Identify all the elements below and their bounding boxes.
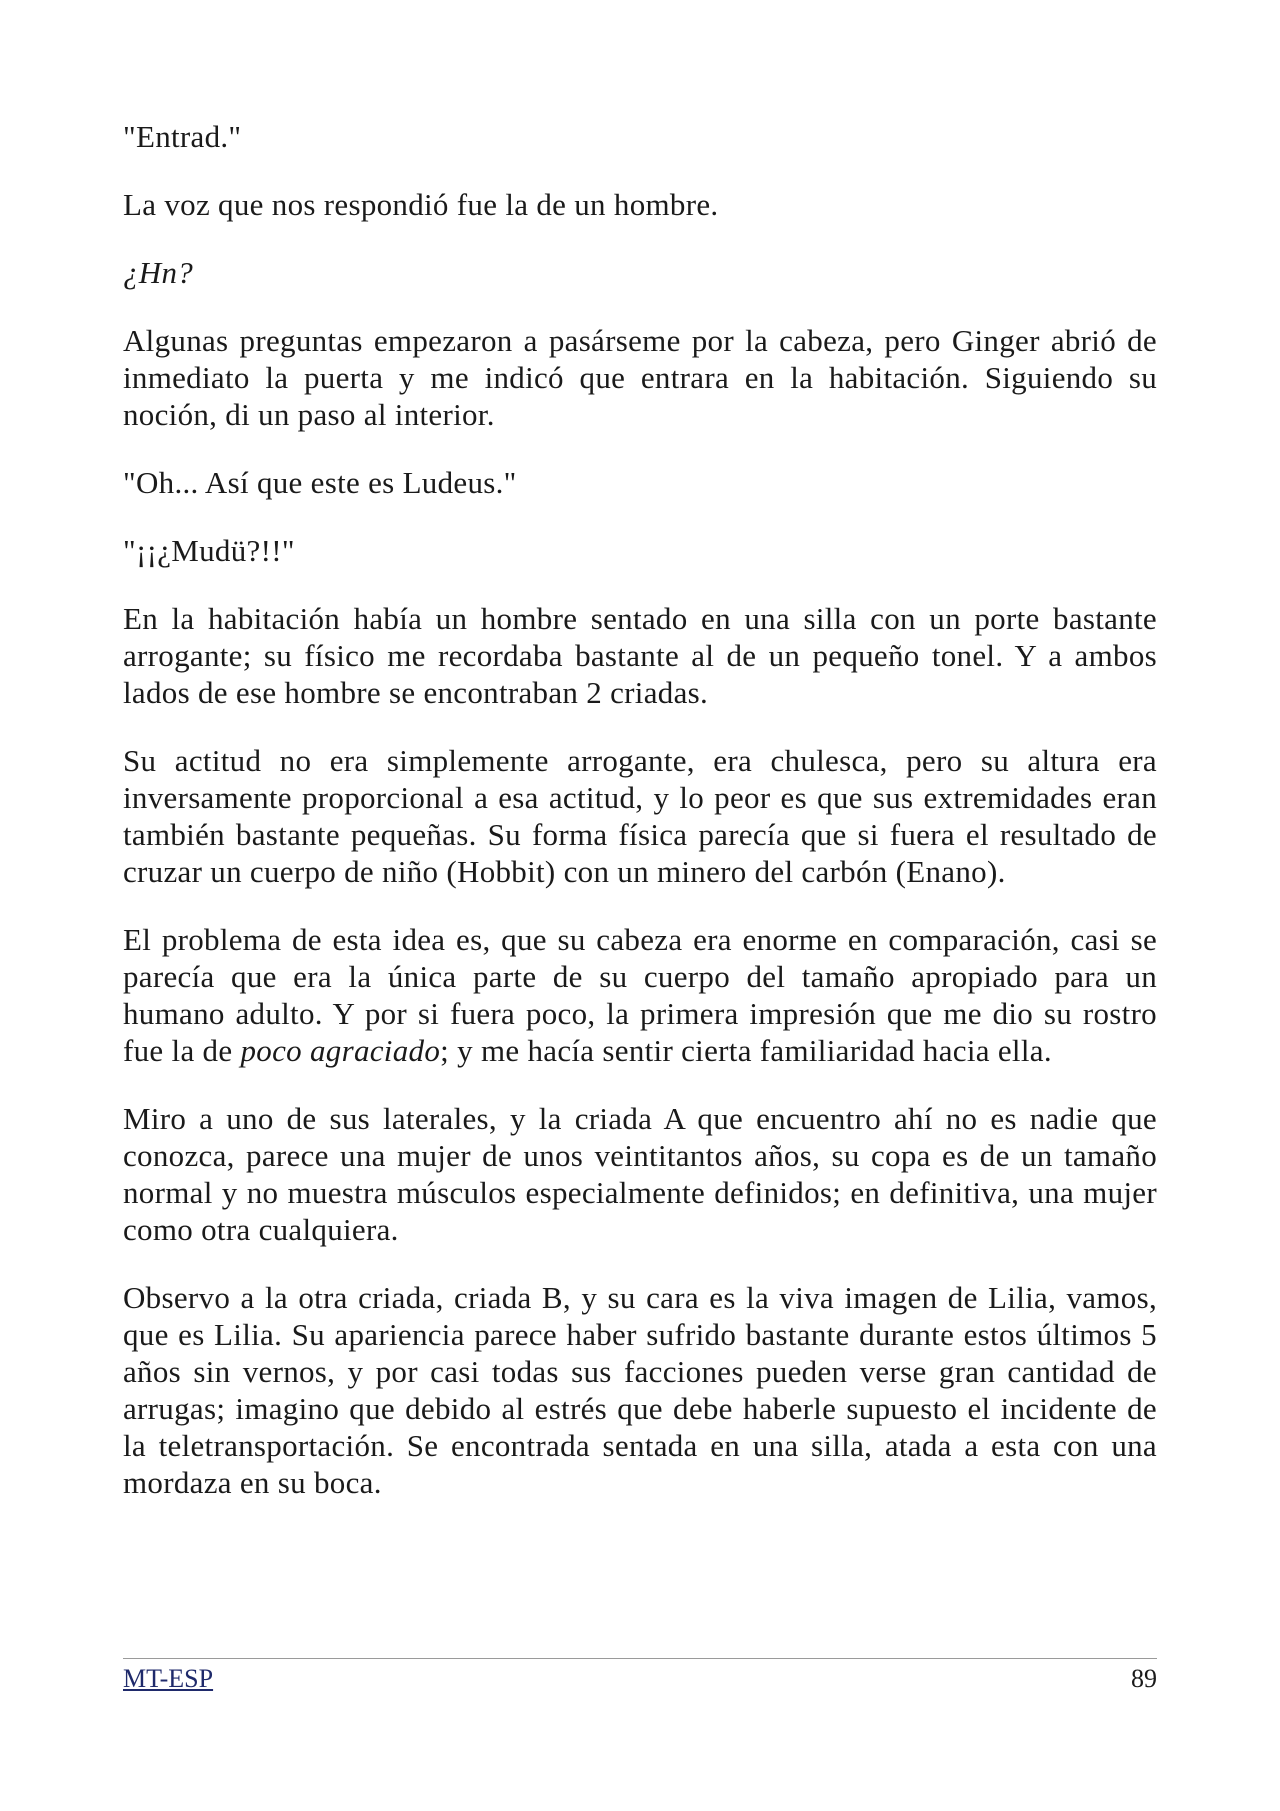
paragraph-habitacion: En la habitación había un hombre sentado en una silla con un porte bastante arrogante; su físico me recordaba bastante al de un pequeño tonel. Y a ambos lados de ese hombre se encontraban 2 criadas.: [123, 601, 1157, 710]
paragraph-criada-b: Observo a la otra criada, criada B, y su cara es la viva imagen de Lilia, vamos, que es Lilia. Su apariencia parece haber sufrido bastante durante estos últimos 5 años sin vernos, y por casi todas sus facciones pueden verse gran cantidad de arrugas; imagino que debido al estrés que debe haberle supuesto el incidente de la teletransportación. Se encontrada sentada en una silla, atada a esta con una mordaza en su boca.: [123, 1280, 1157, 1500]
paragraph-mudu: "¡¡¿Mudü?!!": [123, 533, 295, 568]
page-number: 89: [1131, 1664, 1157, 1693]
italic-hn: ¿Hn?: [123, 255, 194, 290]
paragraph-voz: La voz que nos respondió fue la de un hombre.: [123, 187, 719, 222]
paragraph-ludeus: "Oh... Así que este es Ludeus.": [123, 465, 517, 500]
footer-mt-esp-link[interactable]: MT-ESP: [123, 1664, 214, 1693]
italic-poco-agraciado: poco agraciado: [240, 1033, 441, 1068]
problema-text-after: ; y me hacía sentir cierta familiaridad hacia ella.: [440, 1033, 1052, 1068]
paragraph-problema: [123, 921, 1157, 1069]
paragraph-preguntas: Algunas preguntas empezaron a pasárseme por la cabeza, pero Ginger abrió de inmediato la puerta y me indicó que entrara en la habitación. Siguiendo su noción, di un paso al interior.: [123, 323, 1157, 432]
footer-divider: [123, 1658, 1157, 1659]
paragraph-entrad: "Entrad.": [123, 119, 242, 154]
paragraph-actitud: Su actitud no era simplemente arrogante, era chulesca, pero su altura era inversamente proporcional a esa actitud, y lo peor es que sus extremidades eran también bastante pequeñas. Su forma física parecía que si fuera el resultado de cruzar un cuerpo de niño (Hobbit) con un minero del carbón (Enano).: [123, 743, 1157, 889]
paragraph-criada-a: Miro a uno de sus laterales, y la criada A que encuentro ahí no es nadie que conozca, parece una mujer de unos veintitantos años, su copa es de un tamaño normal y no muestra músculos especialmente definidos; en definitiva, una mujer como otra cualquiera.: [123, 1101, 1157, 1247]
page-body: [123, 118, 1157, 1532]
paragraph-hn: [123, 254, 1157, 291]
problema-text-before: El problema de esta idea es, que su cabeza era enorme en comparación, casi se parecía que era la única parte de su cuerpo del tamaño apropiado para un humano adulto. Y por si fuera poco, la primera impresión que me dio su rostro fue la de: [123, 922, 1157, 1068]
